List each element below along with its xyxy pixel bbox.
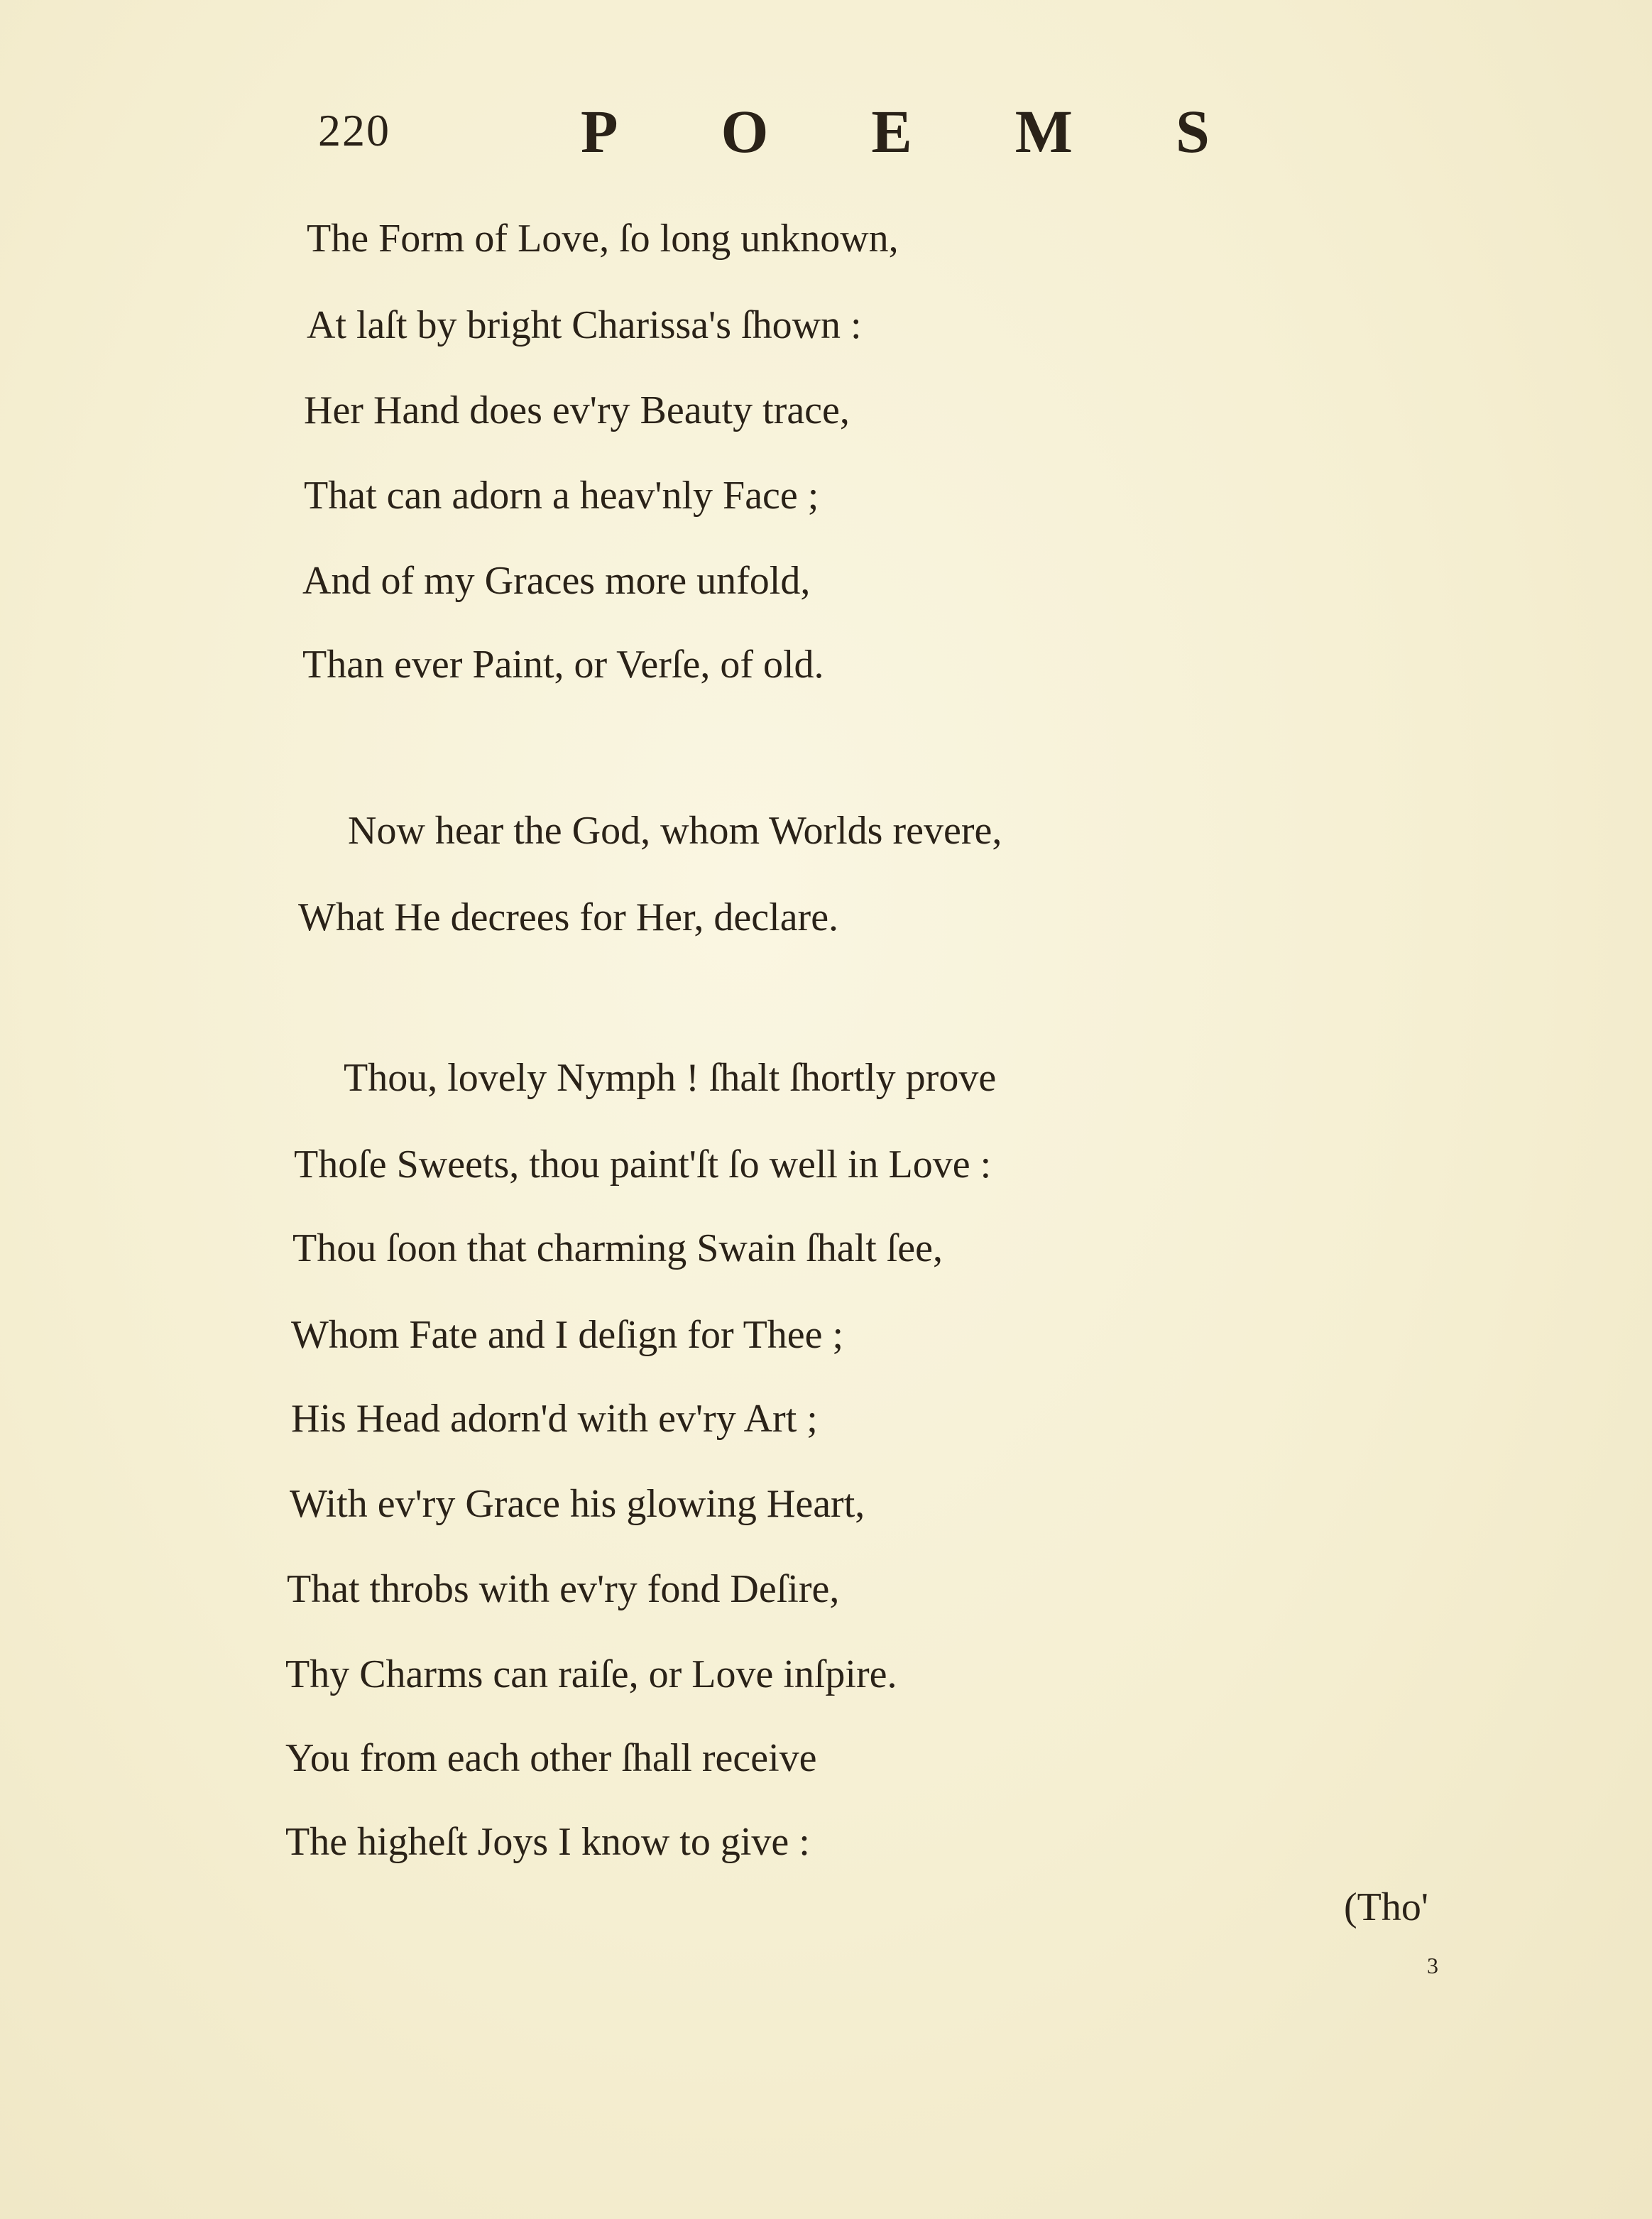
poem-line: Her Hand does ev'ry Beauty trace,: [304, 388, 850, 432]
poem-line: Thoſe Sweets, thou paint'ſt ſo well in Love :: [294, 1143, 992, 1187]
signature-mark: 3: [1427, 1953, 1438, 1978]
poem-line: That throbs with ev'ry fond Deſire,: [287, 1567, 840, 1611]
poem-line: With ev'ry Grace his glowing Heart,: [290, 1482, 865, 1526]
poem-line: What He decrees for Her, declare.: [298, 895, 839, 939]
running-title: POEMS: [581, 97, 1313, 165]
poem-line: That can adorn a heav'nly Face ;: [304, 474, 819, 518]
poem-line: Thy Charms can raiſe, or Love inſpire.: [285, 1652, 897, 1696]
page-number: 220: [318, 105, 390, 156]
poem-line: You from each other ſhall receive: [285, 1736, 817, 1780]
poem-line: His Head adorn'd with ev'ry Art ;: [291, 1397, 818, 1441]
poem-line: Now hear the God, whom Worlds revere,: [348, 809, 1002, 853]
poem-line: Than ever Paint, or Verſe, of old.: [302, 643, 824, 687]
poem-line: The higheſt Joys I know to give :: [285, 1820, 810, 1864]
poem-line: Thou ſoon that charming Swain ſhalt ſee,: [292, 1226, 943, 1270]
poem-line: The Form of Love, ſo long unknown,: [307, 217, 899, 261]
poem-line: At laſt by bright Charissa's ſhown :: [307, 303, 862, 347]
poem-line: Thou, lovely Nymph ! ſhalt ſhortly prove: [344, 1056, 997, 1100]
page-header: [318, 96, 1312, 167]
poem-line: Whom Fate and I deſign for Thee ;: [291, 1313, 844, 1357]
poem-line: And of my Graces more unfold,: [302, 559, 811, 603]
catchword: (Tho': [1344, 1885, 1428, 1929]
